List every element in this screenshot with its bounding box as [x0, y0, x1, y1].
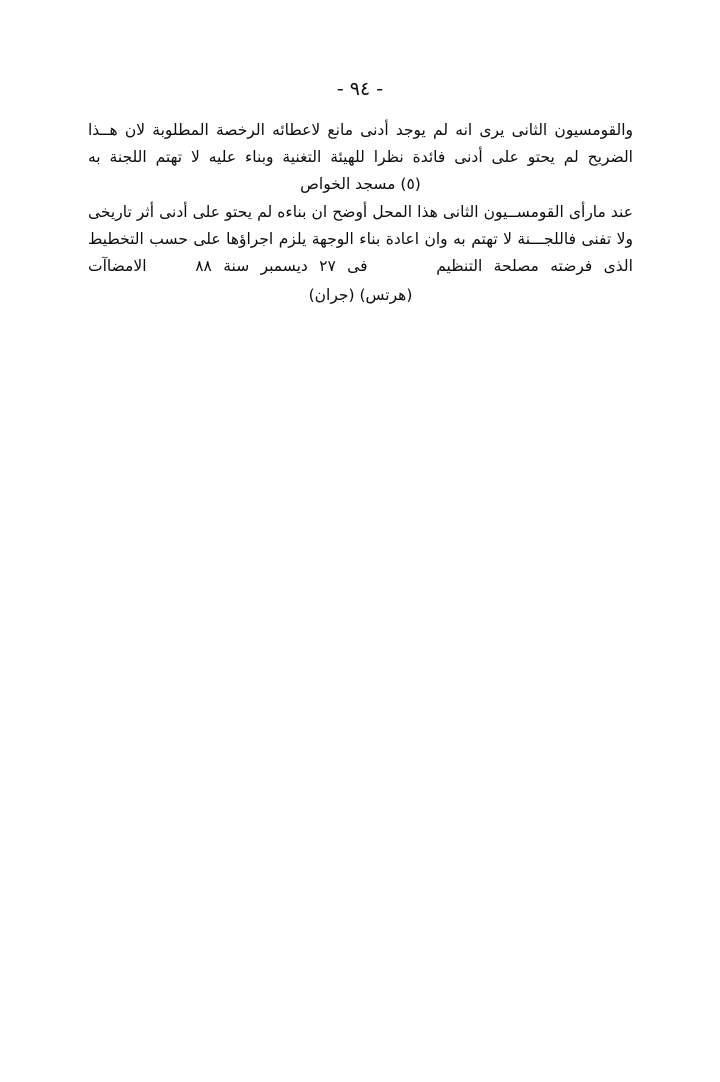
signature-line — [88, 283, 633, 308]
paragraph-1-line-1: والقومسيون الثانى يرى انه لم يوجد أدنى مانع لاعطائه الرخصة المطلوبة لان هــذا — [88, 121, 633, 139]
paragraph-2-final-line — [88, 254, 633, 279]
paragraph-1-line-2: الضريح لم يحتو على أدنى فائدة نظرا للهيئة التغنية وبناء عليه لا تهتم اللجنة به — [88, 148, 633, 166]
paragraph-1 — [88, 118, 633, 143]
paragraph-2 — [88, 200, 633, 225]
section-heading-text: (٥) مسجد الخواص — [300, 175, 421, 193]
paragraph-2-line-1: عند مارأى القومســيون الثانى هذا المحل أوضح ان بناءه لم يحتو على أدنى أثر تاريخى — [88, 203, 633, 221]
section-heading — [88, 172, 633, 197]
document-body — [88, 118, 633, 324]
paragraph-2-line-3-b: فى ٢٧ ديسمبر سنة ٨٨ — [195, 257, 368, 275]
paragraph-1-continued — [88, 145, 633, 170]
paragraph-2-line-3-c: الامضاآت — [88, 257, 147, 275]
paragraph-2-continued — [88, 227, 633, 252]
paragraph-2-line-2: ولا تفنى فاللجـــنة لا تهتم به وان اعادة بناء الوجهة يلزم اجراؤها على حسب التخطيط — [88, 230, 633, 248]
page-number: - ٩٤ - — [336, 78, 384, 100]
signature-names: (هرتس) (جران) — [308, 286, 413, 304]
paragraph-2-line-3-a: الذى فرضته مصلحة التنظيم — [436, 257, 633, 275]
